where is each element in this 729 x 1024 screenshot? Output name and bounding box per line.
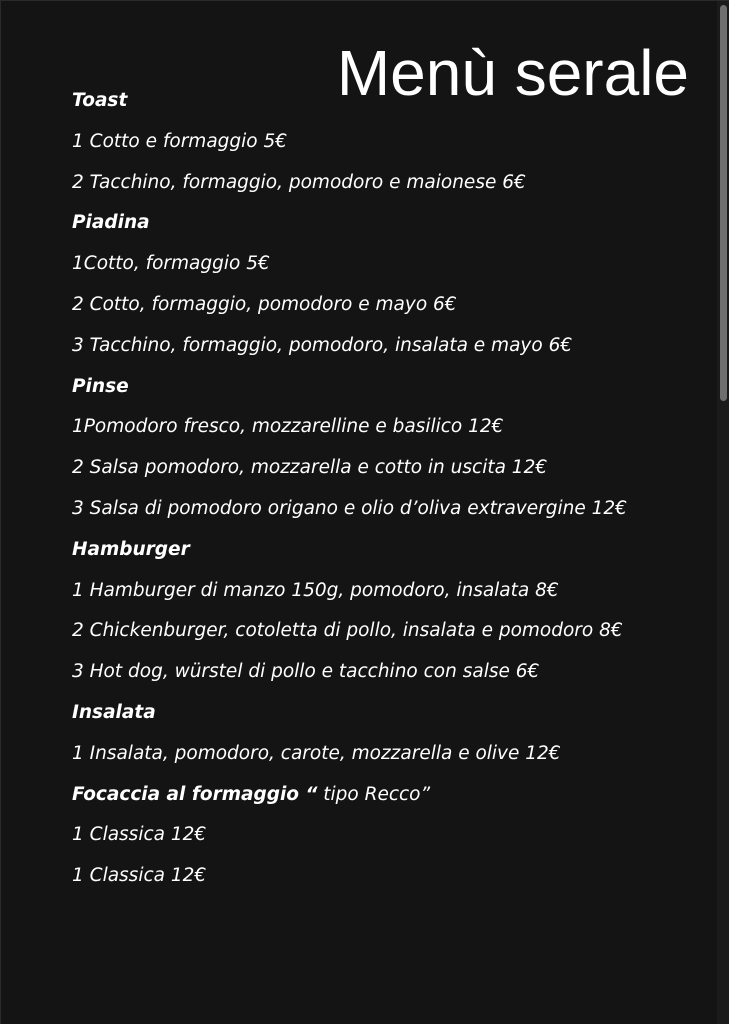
menu-item: 1 Insalata, pomodoro, carote, mozzarella e olive 12€ (72, 742, 561, 764)
section-heading-focaccia (72, 775, 692, 816)
menu-item: 1 Hamburger di manzo 150g, pomodoro, insalata 8€ (72, 579, 559, 601)
section-heading-focaccia-suffix: tipo Recco” (317, 783, 431, 805)
section-heading-toast: Toast (72, 90, 128, 111)
section-heading-pinse: Pinse (72, 375, 129, 397)
menu-item: 1 Classica 12€ (72, 865, 207, 887)
menu-item: 2 Cotto, formaggio, pomodoro e mayo 6€ (72, 293, 457, 315)
menu-item: 1Cotto, formaggio 5€ (72, 253, 270, 275)
menu-item: 1Pomodoro fresco, mozzarelline e basilico 12€ (72, 416, 504, 438)
vertical-scrollbar[interactable] (717, 1, 729, 1024)
menu-item: 1 Cotto e formaggio 5€ (72, 130, 288, 152)
menu-item: 2 Salsa pomodoro, mozzarella e cotto in uscita 12€ (72, 457, 548, 479)
menu-item: 2 Tacchino, formaggio, pomodoro e maionese 6€ (72, 171, 526, 193)
menu-item: 3 Salsa di pomodoro origano e olio d’oliva extravergine 12€ (72, 497, 627, 519)
section-heading-insalata: Insalata (72, 701, 156, 723)
menu-item: 3 Hot dog, würstel di pollo e tacchino con salse 6€ (72, 661, 540, 683)
section-heading-piadina: Piadina (72, 212, 150, 234)
menu-item: 2 Chickenburger, cotoletta di pollo, insalata e pomodoro 8€ (72, 620, 623, 642)
menu-item: 1 Classica 12€ (72, 824, 207, 846)
page-title: Menù serale (336, 37, 689, 109)
scrollbar-thumb[interactable] (720, 5, 727, 401)
section-heading-hamburger: Hamburger (72, 538, 190, 560)
section-heading-focaccia-text: Focaccia al formaggio “ (72, 783, 318, 805)
menu-item: 3 Tacchino, formaggio, pomodoro, insalata e mayo 6€ (72, 334, 573, 356)
menu-list (72, 81, 692, 897)
